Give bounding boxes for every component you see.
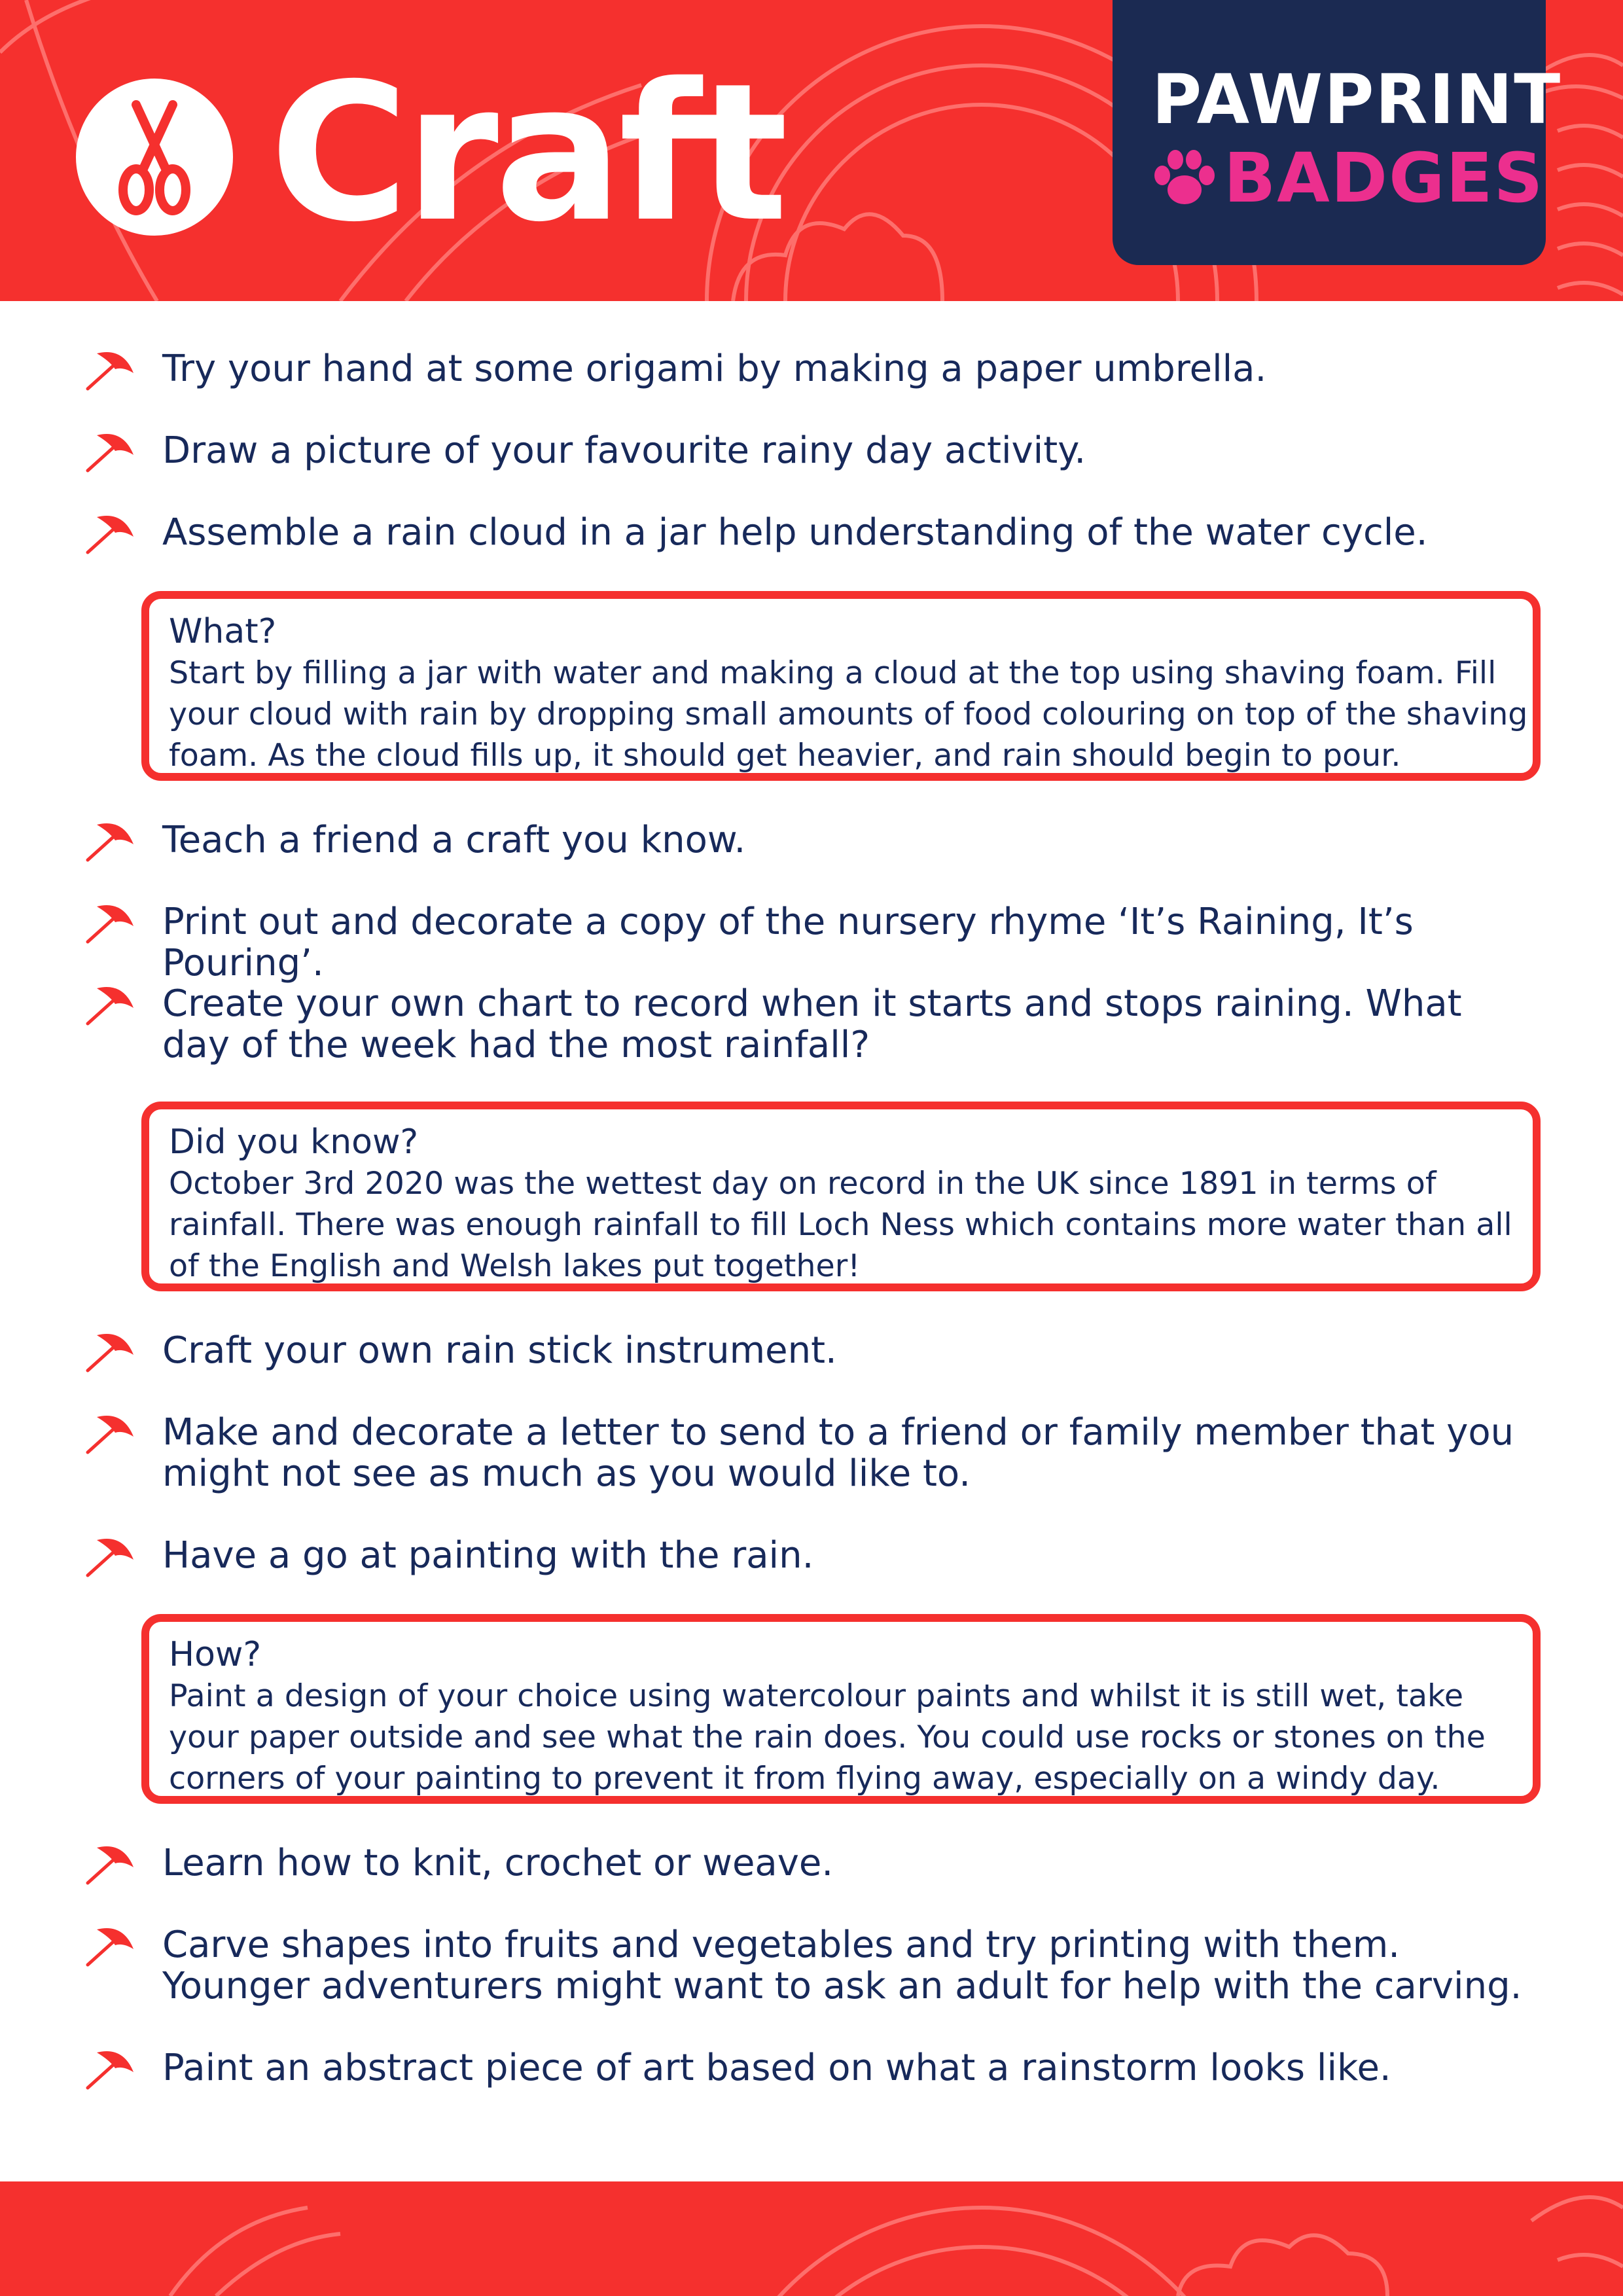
activity-item: Carve shapes into fruits and vegetables and try printing with them. Younger adventurers might want to ask an adult for help with the carving. [162, 1924, 1522, 2007]
umbrella-bullet-icon [84, 982, 136, 1028]
activity-item: Try your hand at some origami by making a paper umbrella. [162, 348, 1267, 390]
umbrella-bullet-icon [84, 1410, 136, 1456]
umbrella-bullet-icon [84, 1329, 136, 1374]
info-box-body: Paint a design of your choice using watercolour paints and whilst it is still wet, take your paper outside and see what the rain does. You could use rocks or stones on the corners of your painting to prevent it from flying away, especially on a windy day. [169, 1678, 1486, 1797]
logo-text-pawprint: PAWPRINT [1152, 60, 1562, 139]
scissors-badge [76, 79, 233, 236]
info-box-title: What? [169, 612, 277, 651]
info-box-title: How? [169, 1635, 262, 1674]
activity-item: Learn how to knit, crochet or weave. [162, 1842, 834, 1884]
activity-item: Have a go at painting with the rain. [162, 1534, 814, 1577]
paw-icon [1152, 149, 1217, 209]
info-box-what [141, 591, 1541, 781]
header-banner [0, 0, 1623, 301]
info-box-title: Did you know? [169, 1122, 419, 1162]
logo-text-badges: BADGES [1224, 138, 1544, 218]
info-box-how [141, 1614, 1541, 1804]
umbrella-bullet-icon [84, 429, 136, 475]
activity-item: Teach a friend a craft you know. [162, 819, 746, 861]
activity-item: Draw a picture of your favourite rainy day activity. [162, 429, 1086, 472]
info-box-body: Start by filling a jar with water and making a cloud at the top using shaving foam. Fill your cloud with rain by dropping small amounts of food colouring on top of the shaving foam. As the cloud fills up, it should get heavier, and rain should begin to pour. [169, 655, 1528, 774]
umbrella-bullet-icon [84, 511, 136, 556]
footer-decoration [0, 2181, 1623, 2296]
page-title: Craft [270, 43, 785, 264]
pawprint-badges-logo [1113, 0, 1562, 265]
info-box-body: October 3rd 2020 was the wettest day on record in the UK since 1891 in terms of rainfall. There was enough rainfall to fill Loch Ness which contains more water than all of the English and Welsh lakes put together! [169, 1166, 1512, 1284]
umbrella-bullet-icon [84, 1841, 136, 1887]
umbrella-bullet-icon [84, 1923, 136, 1969]
activity-item: Make and decorate a letter to send to a friend or family member that you might not see as much as you would like to. [162, 1411, 1514, 1495]
umbrella-bullet-icon [84, 1534, 136, 1579]
umbrella-bullet-icon [84, 818, 136, 864]
activity-item: Craft your own rain stick instrument. [162, 1329, 837, 1372]
umbrella-bullet-icon [84, 347, 136, 393]
footer-banner [0, 2181, 1623, 2296]
scissors-icon [76, 79, 233, 236]
umbrella-bullet-icon [84, 900, 136, 946]
info-box-did-you-know [141, 1102, 1541, 1291]
activity-item: Paint an abstract piece of art based on what a rainstorm looks like. [162, 2047, 1391, 2089]
activity-item: Print out and decorate a copy of the nursery rhyme ‘It’s Raining, It’s Pouring’. [162, 901, 1414, 984]
umbrella-bullet-icon [84, 2046, 136, 2092]
activity-item: Assemble a rain cloud in a jar help understanding of the water cycle. [162, 511, 1428, 554]
activity-item: Create your own chart to record when it starts and stops raining. What day of the week had the most rainfall? [162, 982, 1462, 1066]
